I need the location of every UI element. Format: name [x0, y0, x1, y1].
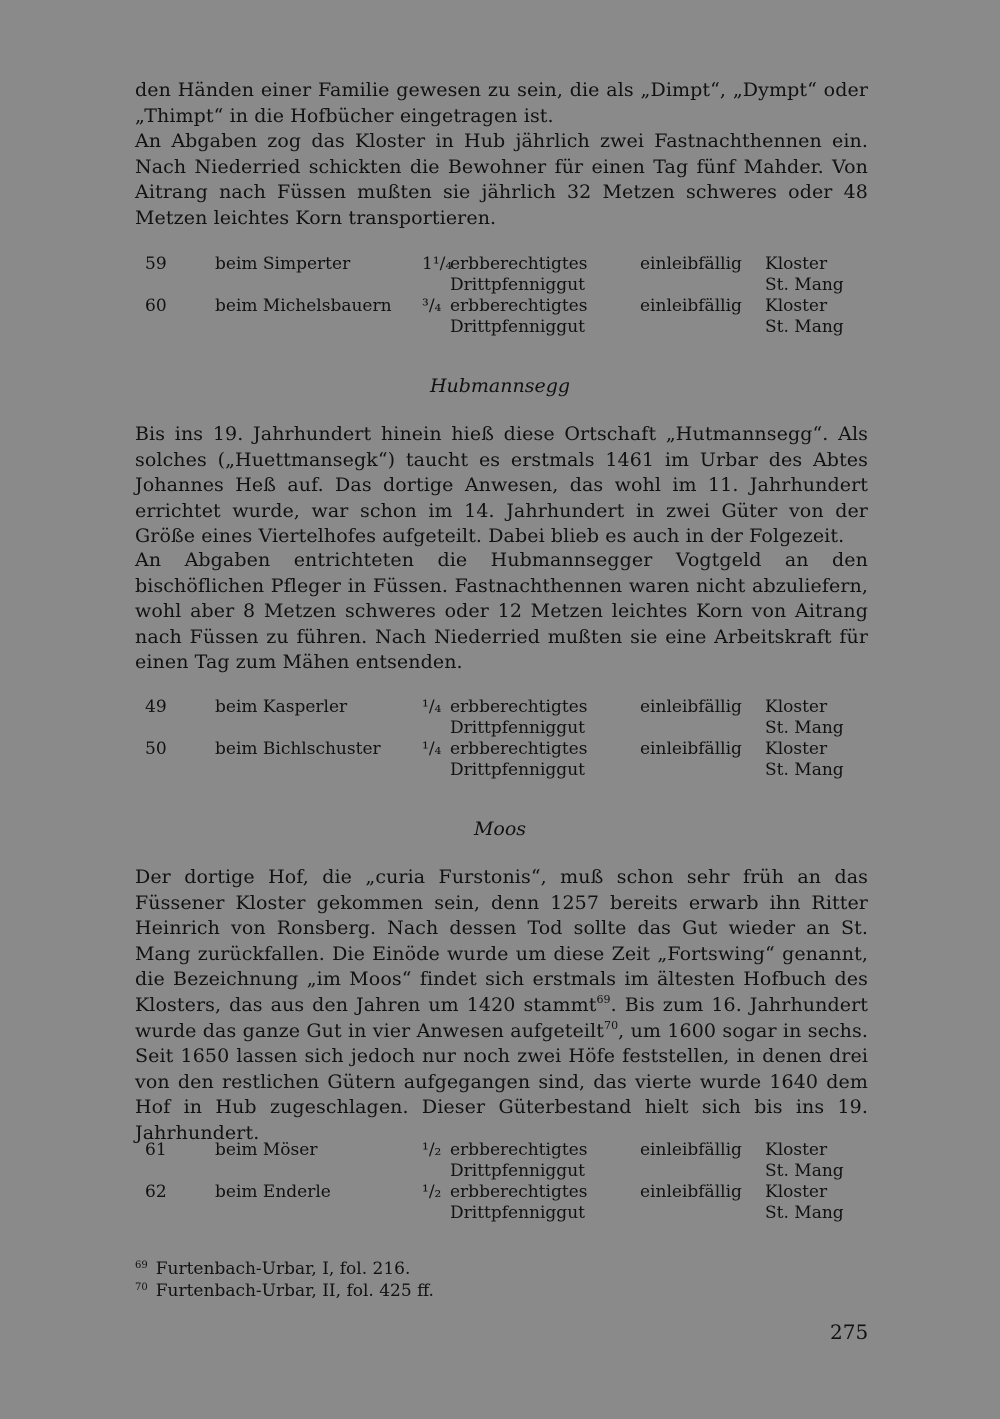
- estate-fraction: ¹/₄: [422, 697, 442, 717]
- table-row: [140, 296, 870, 338]
- estate-name: beim Kasperler: [215, 697, 348, 717]
- moos-paragraph-1: [135, 865, 868, 1147]
- estate-fraction: 1¹/₄: [422, 254, 453, 274]
- estate-type-line2: Drittpfenniggut: [450, 275, 585, 295]
- intro-paragraph-2: An Abgaben zog das Kloster in Hub jährlich zwei Fastnachthennen ein. Nach Niederried schickten die Bewohner für einen Tag fünf Mahder. Von Aitrang nach Füssen mußten sie jährlich 32 Metzen schweres oder 48 Metzen leichtes Korn transportieren.: [135, 130, 868, 229]
- intro-paragraph-1: den Händen einer Familie gewesen zu sein, die als „Dimpt“, „Dympt“ oder „Thimpt“ in die Hofbücher eingetragen ist.: [135, 79, 868, 127]
- hubmannsegg-paragraph-1: Bis ins 19. Jahrhundert hinein hieß diese Ortschaft „Hutmannsegg“. Als solches („Huettmansegk“) taucht es erstmals 1461 im Urbar des Abtes Johannes Heß auf. Das dortige Anwesen, das wohl im 11. Jahrhundert errichtet wurde, war schon im 14. Jahrhundert in zwei Güter von der Größe eines Viertelhofes aufgeteilt. Dabei blieb es auch in der Folgezeit.: [135, 423, 868, 548]
- table-row: [140, 697, 870, 739]
- moos-text-part-2: . Bis zum 16. Jahrhundert wurde das ganze Gut in vier Anwesen aufgeteilt: [135, 993, 868, 1042]
- estate-number: 61: [145, 1140, 167, 1160]
- hubmannsegg-paragraph-2: An Abgaben entrichteten die Hubmannsegger Vogtgeld an den bischöflichen Pfleger in Füssen. Fastnachthennen waren nicht abzuliefern, wohl aber 8 Metzen schweres oder 12 Metzen leichtes Korn von Aitrang nach Füssen zu führen. Nach Niederried mußten sie eine Arbeitskraft für einen Tag zum Mähen entsenden.: [135, 549, 868, 674]
- estate-number: 49: [145, 697, 167, 717]
- estate-fall: einleibfällig: [640, 697, 742, 717]
- estate-type-line2: Drittpfenniggut: [450, 760, 585, 780]
- footnote-text: Furtenbach-Urbar, II, fol. 425 ff.: [155, 1281, 434, 1301]
- estate-number: 59: [145, 254, 167, 274]
- estate-owner-line2: St. Mang: [765, 760, 844, 780]
- estate-fall: einleibfällig: [640, 1182, 742, 1202]
- estate-type: erbberechtigtes: [450, 296, 588, 316]
- estate-type: erbberechtigtes: [450, 1182, 588, 1202]
- estate-table-1: [140, 254, 870, 338]
- estate-name: beim Enderle: [215, 1182, 331, 1202]
- footnote-reference-70[interactable]: 70: [603, 1018, 619, 1032]
- estate-owner-line2: St. Mang: [765, 1161, 844, 1181]
- estate-type-line2: Drittpfenniggut: [450, 317, 585, 337]
- estate-owner: Kloster: [765, 697, 828, 717]
- table-row: [140, 254, 870, 296]
- section-heading-moos: Moos: [473, 818, 527, 840]
- estate-owner: Kloster: [765, 254, 828, 274]
- estate-table-2: [140, 697, 870, 781]
- estate-type-line2: Drittpfenniggut: [450, 1161, 585, 1181]
- estate-owner-line2: St. Mang: [765, 317, 844, 337]
- moos-text-part-3: , um 1600 sogar in sechs. Seit 1650 lassen sich jedoch nur noch zwei Höfe feststellen, in denen drei von den restlichen Gütern aufgegangen sind, das vierte wurde 1640 dem Hof in Hub zugeschlagen. Dieser Güterbestand hielt sich bis ins 19. Jahrhundert.: [135, 1019, 868, 1144]
- estate-type: erbberechtigtes: [450, 697, 588, 717]
- estate-fall: einleibfällig: [640, 254, 742, 274]
- table-row: [140, 739, 870, 781]
- page-number: 275: [830, 1320, 869, 1344]
- estate-number: 62: [145, 1182, 167, 1202]
- footnote-70: [135, 1277, 434, 1302]
- estate-fraction: ¹/₂: [422, 1140, 442, 1160]
- estate-fall: einleibfällig: [640, 296, 742, 316]
- estate-table-3: [140, 1140, 870, 1224]
- estate-fraction: ¹/₂: [422, 1182, 442, 1202]
- moos-text-part-1: Der dortige Hof, die „curia Furstonis“, muß schon sehr früh an das Füssener Kloster gekommen sein, denn 1257 bereits erwarb ihn Ritter Heinrich von Ronsberg. Nach dessen Tod sollte das Gut wieder an St. Mang zurückfallen. Die Einöde wurde um diese Zeit „Fortswing“ genannt, die Bezeichnung „im Moos“ findet sich erstmals im ältesten Hofbuch des Klosters, das aus den Jahren um 1420 stammt: [135, 866, 868, 1016]
- estate-owner: Kloster: [765, 739, 828, 759]
- table-row: [140, 1182, 870, 1224]
- estate-owner-line2: St. Mang: [765, 275, 844, 295]
- estate-fraction: ³/₄: [422, 296, 442, 316]
- estate-fall: einleibfällig: [640, 1140, 742, 1160]
- estate-name: beim Michelsbauern: [215, 296, 392, 316]
- estate-type: erbberechtigtes: [450, 739, 588, 759]
- footnote-mark: 69: [135, 1260, 148, 1271]
- estate-name: beim Bichlschuster: [215, 739, 381, 759]
- estate-fraction: ¹/₄: [422, 739, 442, 759]
- estate-type-line2: Drittpfenniggut: [450, 718, 585, 738]
- estate-name: beim Möser: [215, 1140, 318, 1160]
- estate-owner-line2: St. Mang: [765, 1203, 844, 1223]
- estate-type: erbberechtigtes: [450, 1140, 588, 1160]
- estate-number: 50: [145, 739, 167, 759]
- estate-owner: Kloster: [765, 1140, 828, 1160]
- estate-owner: Kloster: [765, 296, 828, 316]
- estate-owner: Kloster: [765, 1182, 828, 1202]
- estate-number: 60: [145, 296, 167, 316]
- estate-type: erbberechtigtes: [450, 254, 588, 274]
- table-row: [140, 1140, 870, 1182]
- footnote-mark: 70: [135, 1282, 148, 1293]
- estate-owner-line2: St. Mang: [765, 718, 844, 738]
- footnote-text: Furtenbach-Urbar, I, fol. 216.: [155, 1259, 411, 1279]
- estate-type-line2: Drittpfenniggut: [450, 1203, 585, 1223]
- footnote-reference-69[interactable]: 69: [596, 992, 611, 1006]
- section-heading-hubmannsegg: Hubmannsegg: [429, 375, 571, 397]
- estate-fall: einleibfällig: [640, 739, 742, 759]
- estate-name: beim Simperter: [215, 254, 351, 274]
